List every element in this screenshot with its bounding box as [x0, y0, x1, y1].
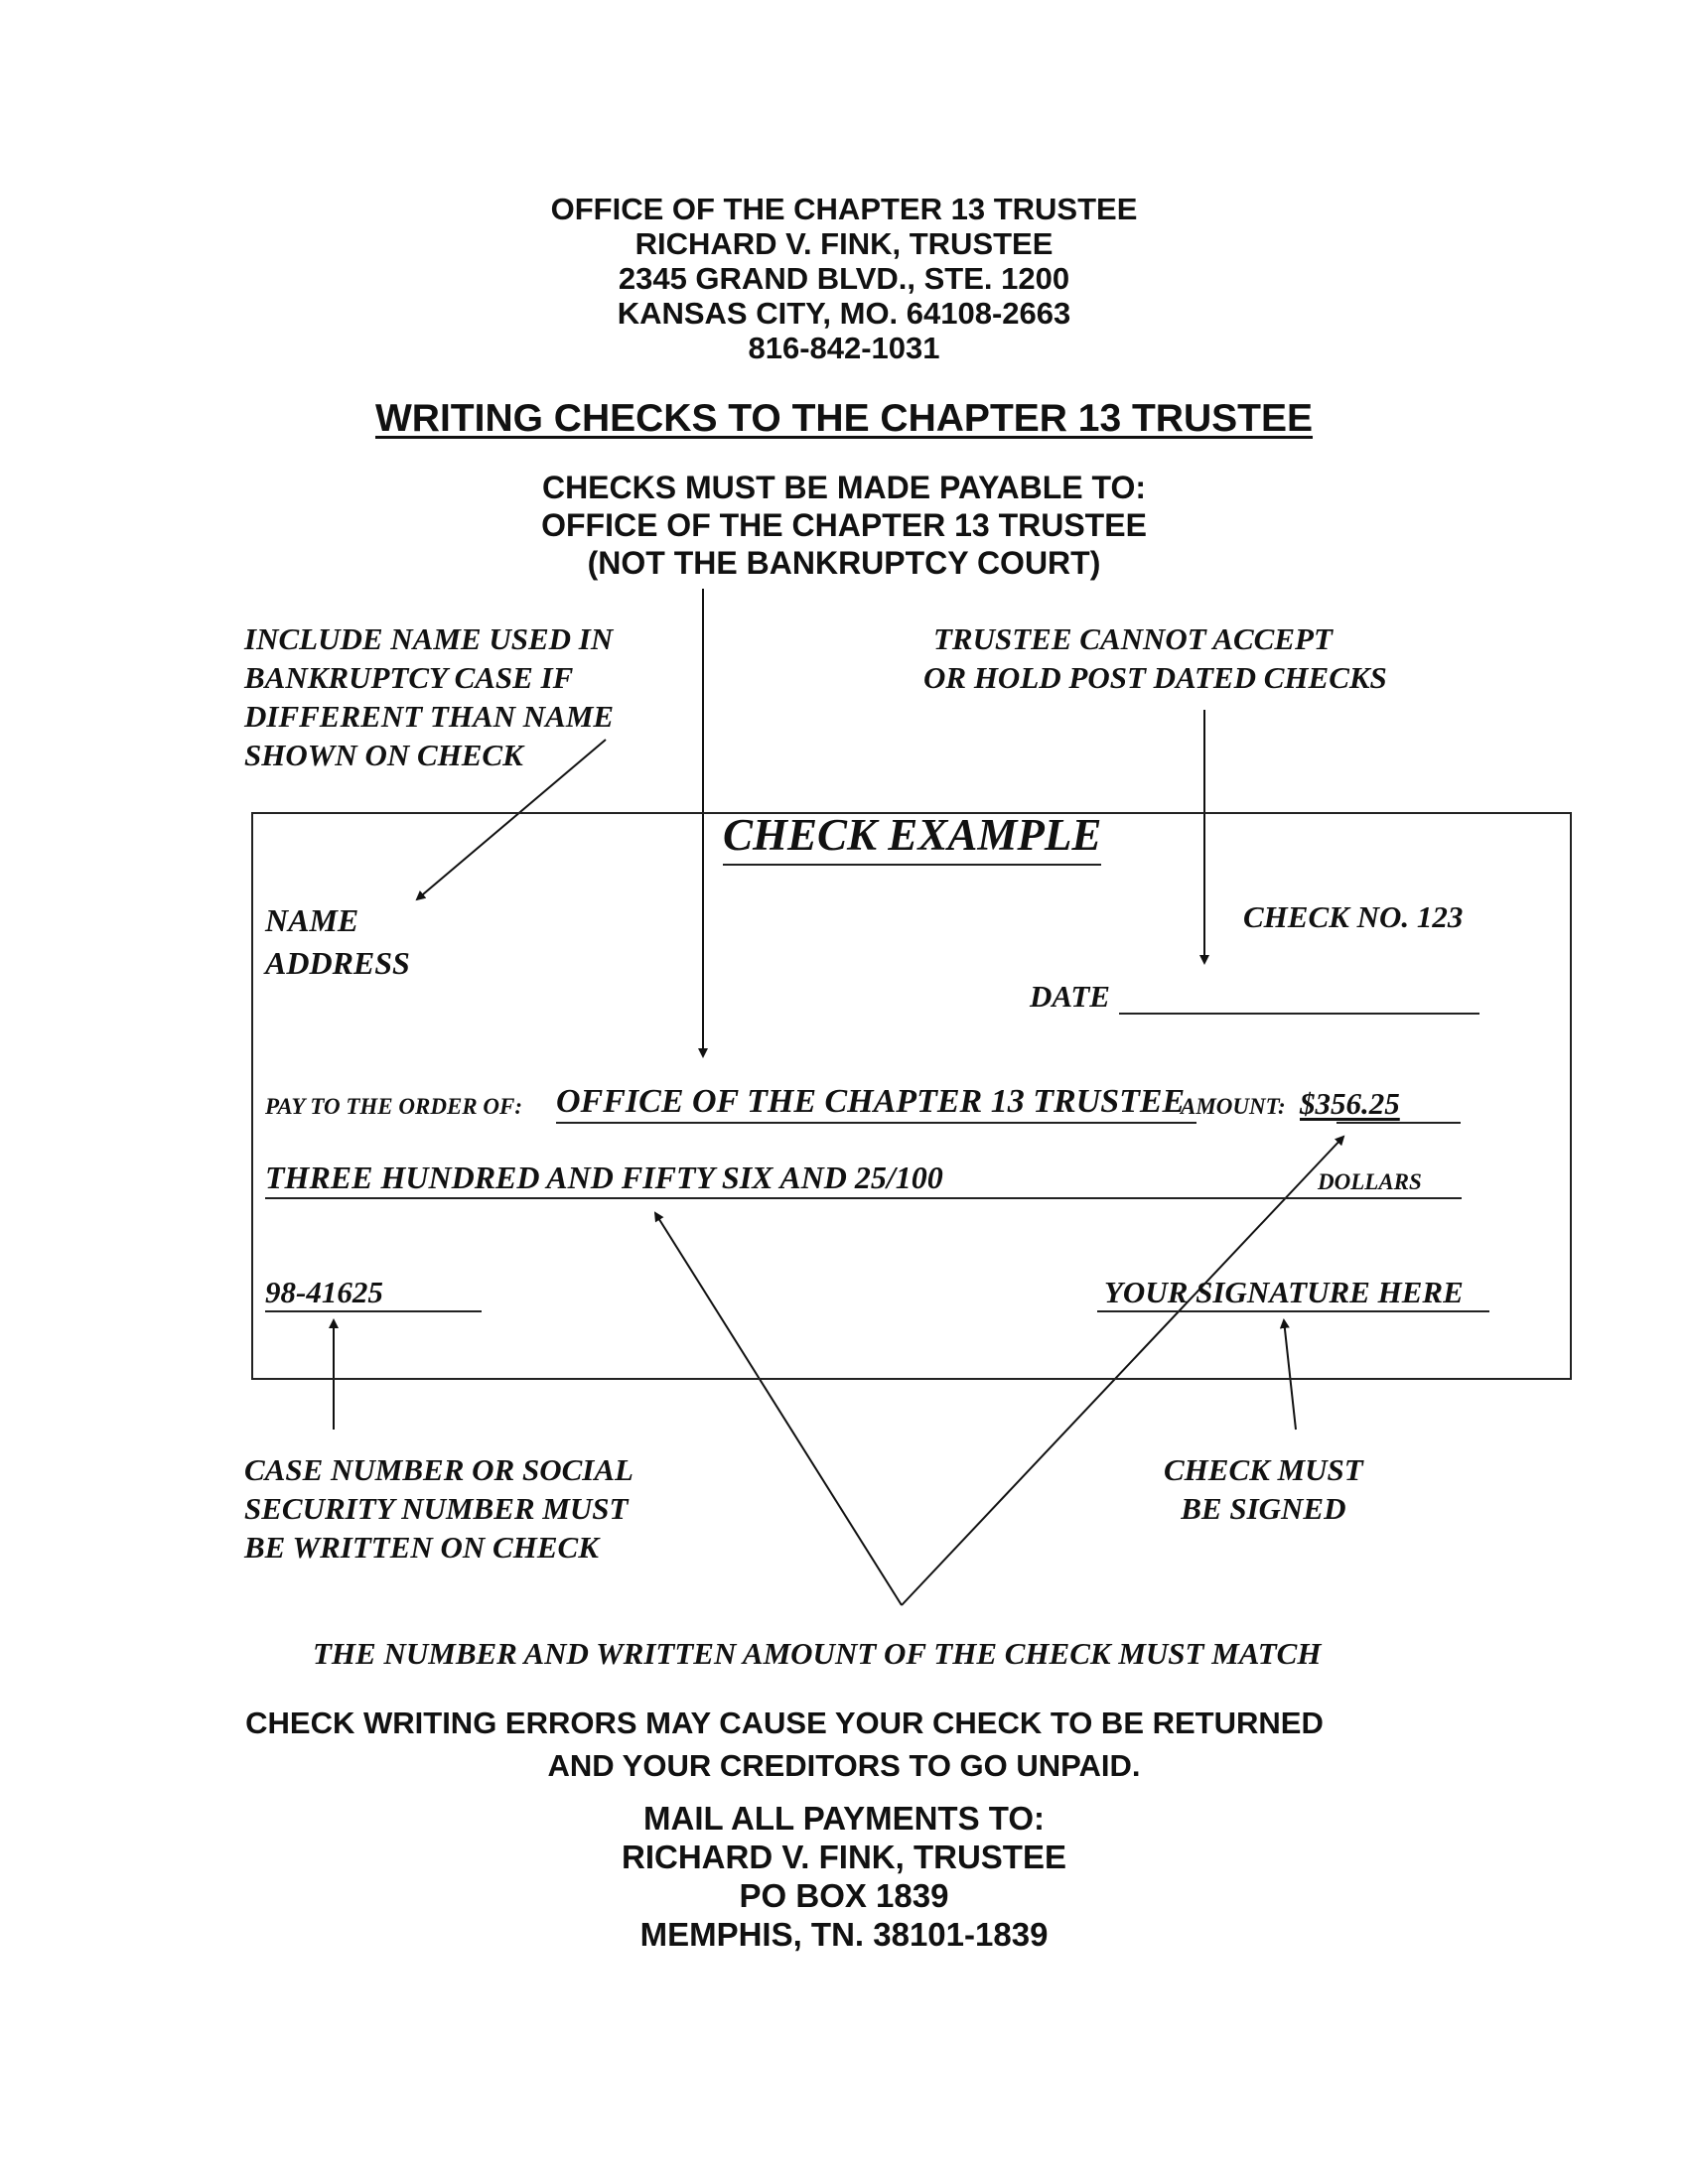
mail-po-box: PO BOX 1839 [739, 1877, 949, 1914]
note-name-on-check [244, 619, 614, 774]
note-case-number [244, 1450, 633, 1567]
amount-label: AMOUNT: [1181, 1094, 1286, 1119]
note-name-line: BANKRUPTCY CASE IF [244, 660, 574, 695]
check-title: CHECK EXAMPLE [723, 806, 1101, 866]
signature-line [1097, 1310, 1489, 1312]
errors-line-1: CHECK WRITING ERRORS MAY CAUSE YOUR CHECK TO BE RETURNED [245, 1706, 1324, 1740]
header-city: KANSAS CITY, MO. 64108-2663 [617, 296, 1071, 331]
payable-line-2: OFFICE OF THE CHAPTER 13 TRUSTEE [541, 507, 1147, 543]
case-number: 98-41625 [265, 1275, 383, 1309]
pay-to-order-label: PAY TO THE ORDER OF: [265, 1094, 522, 1119]
mail-payments-block [0, 1799, 1688, 1954]
note-case-line: BE WRITTEN ON CHECK [244, 1530, 599, 1565]
note-case-line: CASE NUMBER OR SOCIAL [244, 1452, 633, 1487]
mail-trustee: RICHARD V. FINK, TRUSTEE [622, 1839, 1066, 1875]
errors-line-2: AND YOUR CREDITORS TO GO UNPAID. [547, 1748, 1141, 1783]
mail-city: MEMPHIS, TN. 38101-1839 [639, 1916, 1049, 1953]
trustee-header [0, 192, 1688, 365]
note-case-line: SECURITY NUMBER MUST [244, 1491, 629, 1526]
payee-name: OFFICE OF THE CHAPTER 13 TRUSTEE [556, 1083, 1186, 1120]
name-label: NAME [265, 902, 359, 938]
date-label: DATE [1030, 979, 1110, 1014]
case-number-line [265, 1310, 482, 1312]
errors-warning [0, 1702, 1688, 1787]
note-postdated-line: OR HOLD POST DATED CHECKS [923, 660, 1387, 695]
note-name-line: SHOWN ON CHECK [244, 738, 523, 772]
note-name-line: INCLUDE NAME USED IN [244, 621, 614, 656]
header-street: 2345 GRAND BLVD., STE. 1200 [618, 261, 1070, 296]
check-number: CHECK NO. 123 [1243, 899, 1464, 934]
page-title-text: WRITING CHECKS TO THE CHAPTER 13 TRUSTEE [374, 397, 1314, 440]
note-signed-line: CHECK MUST [1164, 1452, 1363, 1487]
written-amount: THREE HUNDRED AND FIFTY SIX AND 25/100 [265, 1160, 943, 1195]
amount-value: $356.25 [1300, 1086, 1400, 1121]
signature-placeholder: YOUR SIGNATURE HERE [1104, 1275, 1464, 1309]
written-amount-line [265, 1197, 1462, 1199]
note-check-signed [1164, 1450, 1363, 1528]
header-trustee-name: RICHARD V. FINK, TRUSTEE [634, 226, 1054, 261]
amount-match-text: THE NUMBER AND WRITTEN AMOUNT OF THE CHECK MUST MATCH [313, 1636, 1322, 1671]
date-line [1119, 1013, 1479, 1015]
dollars-label: DOLLARS [1318, 1169, 1422, 1194]
payable-line-3: (NOT THE BANKRUPTCY COURT) [587, 545, 1101, 581]
note-signed-line: BE SIGNED [1181, 1491, 1346, 1526]
payer-block [265, 899, 410, 985]
note-post-dated [923, 619, 1387, 697]
mail-heading: MAIL ALL PAYMENTS TO: [643, 1800, 1045, 1837]
note-name-line: DIFFERENT THAN NAME [244, 699, 615, 734]
address-label: ADDRESS [265, 945, 410, 981]
note-postdated-line: TRUSTEE CANNOT ACCEPT [933, 621, 1333, 656]
page-title [0, 397, 1688, 441]
header-office: OFFICE OF THE CHAPTER 13 TRUSTEE [550, 192, 1138, 226]
payable-line-1: CHECKS MUST BE MADE PAYABLE TO: [541, 470, 1147, 505]
payee-line [556, 1122, 1196, 1124]
amount-line [1336, 1122, 1461, 1124]
header-phone: 816-842-1031 [748, 331, 940, 365]
payable-instructions [0, 469, 1688, 582]
